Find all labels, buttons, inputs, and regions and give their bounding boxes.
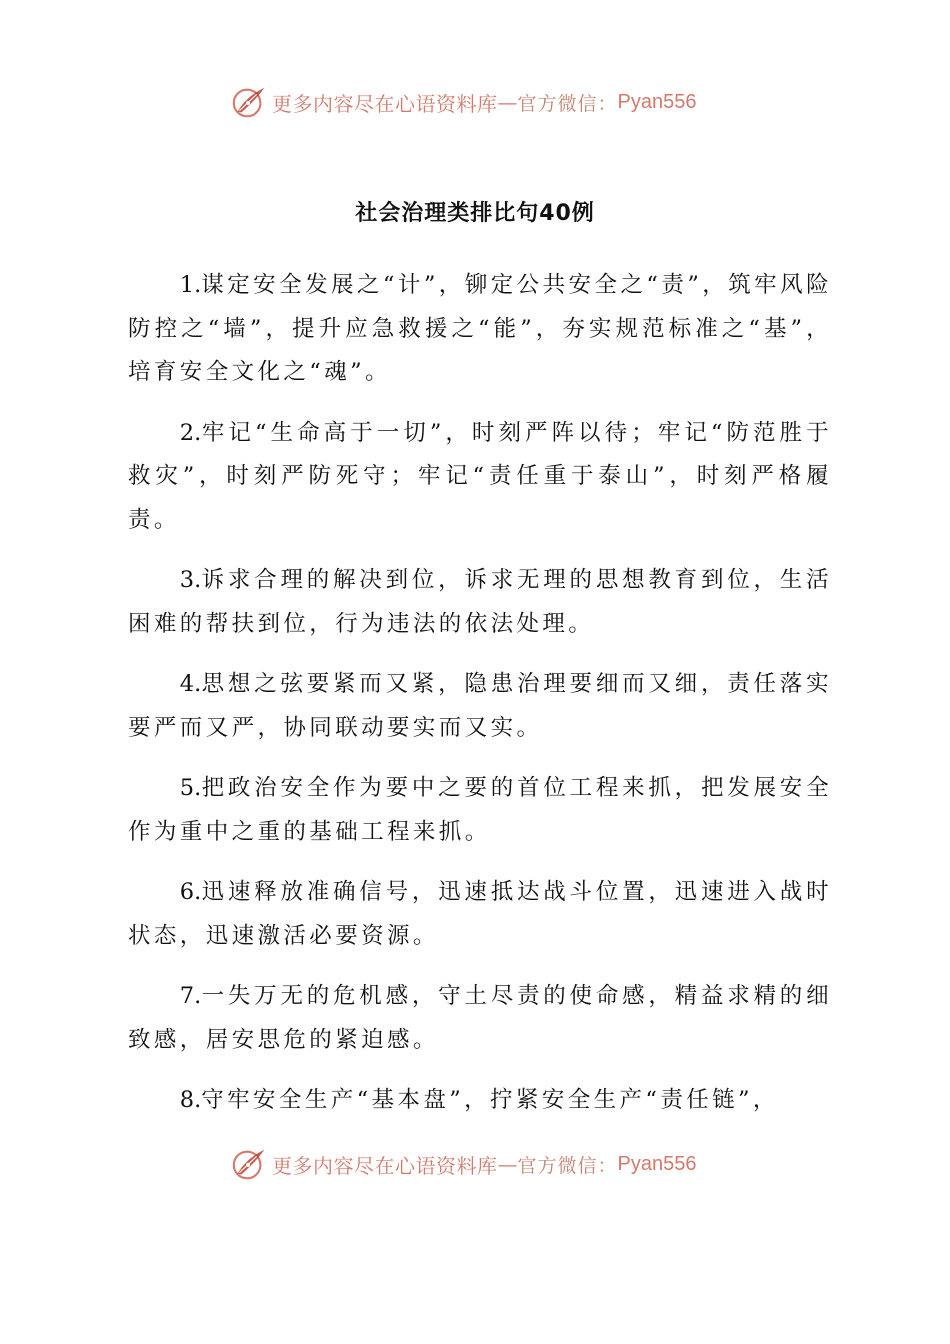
header-banner — [230, 82, 696, 122]
list-item — [128, 1079, 832, 1123]
pen-nib-logo-icon — [230, 83, 268, 121]
banner-wechat-label: 官方微信： — [517, 92, 618, 115]
list-item — [128, 975, 832, 1062]
list-item — [128, 264, 832, 395]
item-number: 2. — [179, 419, 202, 446]
banner-wechat-id: Pyan556 — [617, 1152, 697, 1175]
banner-wechat-id: Pyan556 — [617, 90, 697, 113]
pen-nib-logo-icon — [230, 1145, 268, 1183]
document-body — [128, 264, 832, 1140]
banner-separator: — — [497, 90, 518, 114]
item-number: 8. — [179, 1087, 202, 1113]
list-item — [128, 663, 832, 750]
list-item — [128, 412, 832, 543]
banner-site-name: 更多内容尽在心语资料库 — [272, 91, 498, 116]
list-item — [128, 559, 832, 646]
list-item — [128, 871, 832, 958]
item-number: 6. — [179, 879, 202, 905]
item-text: 思想之弦要紧而又紧，隐患治理要细而又细，责任落实要严而又严，协同联动要实而又实。 — [128, 671, 832, 741]
item-text: 牢记“生命高于一切”，时刻严阵以待；牢记“防范胜于救灾”，时刻严防死守；牢记“责任重于泰山”，时刻严格履责。 — [128, 419, 832, 533]
footer-banner — [230, 1144, 696, 1184]
item-number: 4. — [179, 671, 202, 697]
item-text: 一失万无的危机感，守土尽责的使命感，精益求精的细致感，居安思危的紧迫感。 — [128, 983, 832, 1053]
item-text: 把政治安全作为要中之要的首位工程来抓，把发展安全作为重中之重的基础工程来抓。 — [128, 775, 832, 845]
item-number: 3. — [179, 567, 202, 593]
item-text: 守牢安全生产“基本盘”，拧紧安全生产“责任链”， — [201, 1087, 779, 1113]
item-number: 7. — [179, 983, 202, 1009]
item-text: 谋定安全发展之“计”，铆定公共安全之“责”，筑牢风险防控之“墙”，提升应急救援之“能”，夯实规范标准之“基”，培育安全文化之“魂”。 — [128, 272, 832, 385]
item-text: 迅速释放准确信号，迅速抵达战斗位置，迅速进入战时状态，迅速激活必要资源。 — [128, 879, 832, 949]
item-text: 诉求合理的解决到位，诉求无理的思想教育到位，生活困难的帮扶到位，行为违法的依法处理。 — [128, 567, 832, 637]
list-item — [128, 767, 832, 854]
banner-wechat-label: 官方微信： — [517, 1154, 618, 1177]
item-number: 5. — [179, 775, 202, 801]
banner-site-name: 更多内容尽在心语资料库 — [272, 1153, 498, 1178]
document-title: 社会治理类排比句40例 — [355, 201, 595, 226]
item-number: 1. — [179, 272, 202, 298]
banner-separator: — — [497, 1152, 518, 1176]
